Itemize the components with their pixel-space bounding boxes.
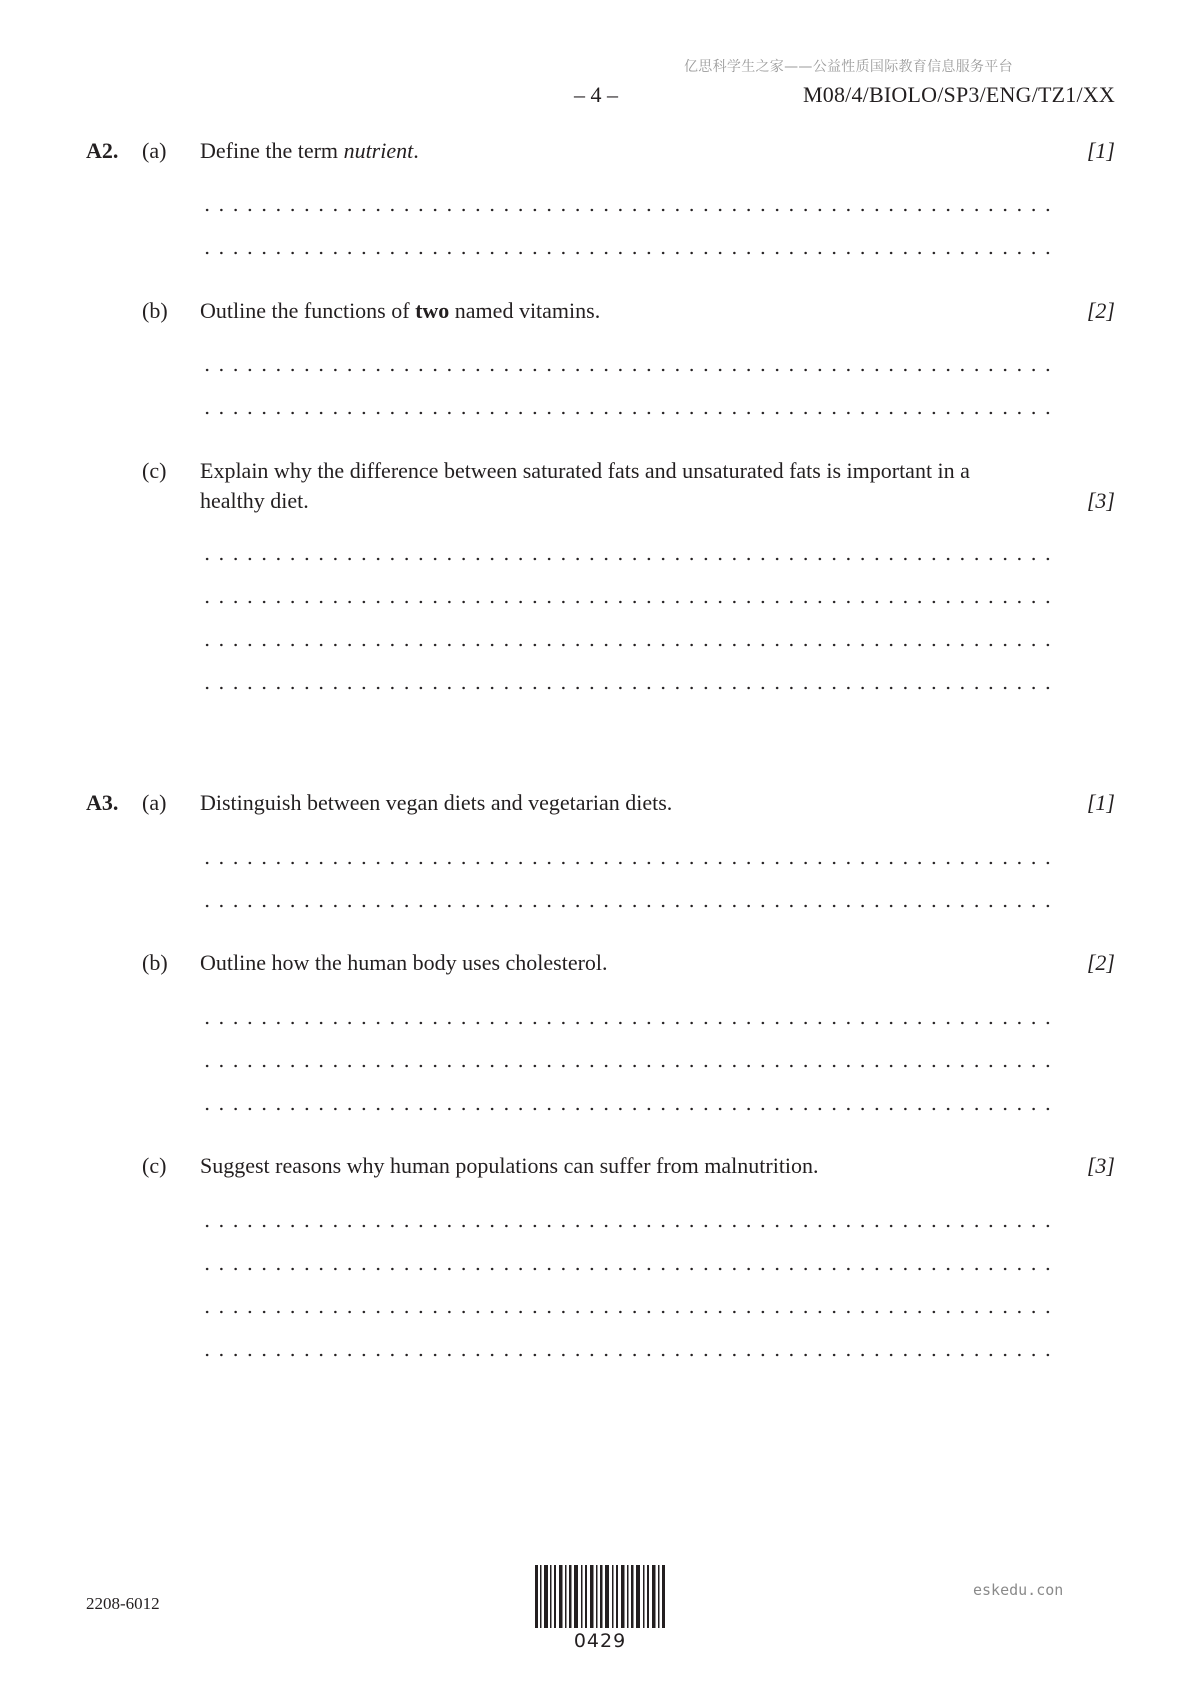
question-text: Suggest reasons why human populations can suffer from malnutrition. — [200, 1153, 819, 1178]
part-label: (a) — [142, 790, 167, 815]
page-number: – 4 – — [574, 82, 618, 107]
answer-line[interactable] — [200, 643, 1055, 647]
top-watermark: 亿思科学生之家——公益性质国际教育信息服务平台 — [684, 59, 1013, 75]
barcode — [535, 1565, 665, 1628]
barcode-number: 0429 — [573, 1630, 627, 1652]
marks: [3] — [1086, 1153, 1115, 1178]
answer-line[interactable] — [200, 411, 1055, 415]
answer-line[interactable] — [200, 904, 1055, 908]
marks: [2] — [1086, 950, 1115, 975]
question-number: A3. — [86, 790, 119, 815]
marks: [1] — [1086, 790, 1115, 815]
answer-line[interactable] — [200, 600, 1055, 604]
part-label: (b) — [142, 298, 168, 323]
answer-line[interactable] — [200, 1064, 1055, 1068]
answer-line[interactable] — [200, 861, 1055, 865]
answer-line[interactable] — [200, 686, 1055, 690]
marks: [3] — [1086, 488, 1115, 513]
question-text: Distinguish between vegan diets and vegetarian diets. — [200, 790, 673, 815]
answer-line[interactable] — [200, 251, 1055, 255]
answer-line[interactable] — [200, 1353, 1055, 1357]
answer-line[interactable] — [200, 368, 1055, 372]
question-text: Outline the functions of two named vitamins. — [200, 298, 601, 323]
part-label: (a) — [142, 138, 167, 163]
answer-line[interactable] — [200, 1310, 1055, 1314]
paper-code: M08/4/BIOLO/SP3/ENG/TZ1/XX — [803, 82, 1115, 107]
question-text: Explain why the difference between saturated fats and unsaturated fats is important in a healthy diet. — [200, 458, 970, 513]
question-text: Define the term nutrient. — [200, 138, 419, 163]
part-label: (c) — [142, 1153, 167, 1178]
answer-line[interactable] — [200, 1107, 1055, 1111]
answer-line[interactable] — [200, 208, 1055, 212]
bottom-watermark: eskedu.con — [973, 1581, 1064, 1599]
part-label: (c) — [142, 458, 167, 483]
marks: [1] — [1086, 138, 1115, 163]
marks: [2] — [1086, 298, 1115, 323]
document-code: 2208-6012 — [86, 1594, 160, 1613]
question-text: Outline how the human body uses cholesterol. — [200, 950, 608, 975]
question-number: A2. — [86, 138, 119, 163]
answer-line[interactable] — [200, 1267, 1055, 1271]
answer-line[interactable] — [200, 557, 1055, 561]
answer-line[interactable] — [200, 1021, 1055, 1025]
answer-line[interactable] — [200, 1224, 1055, 1228]
part-label: (b) — [142, 950, 168, 975]
